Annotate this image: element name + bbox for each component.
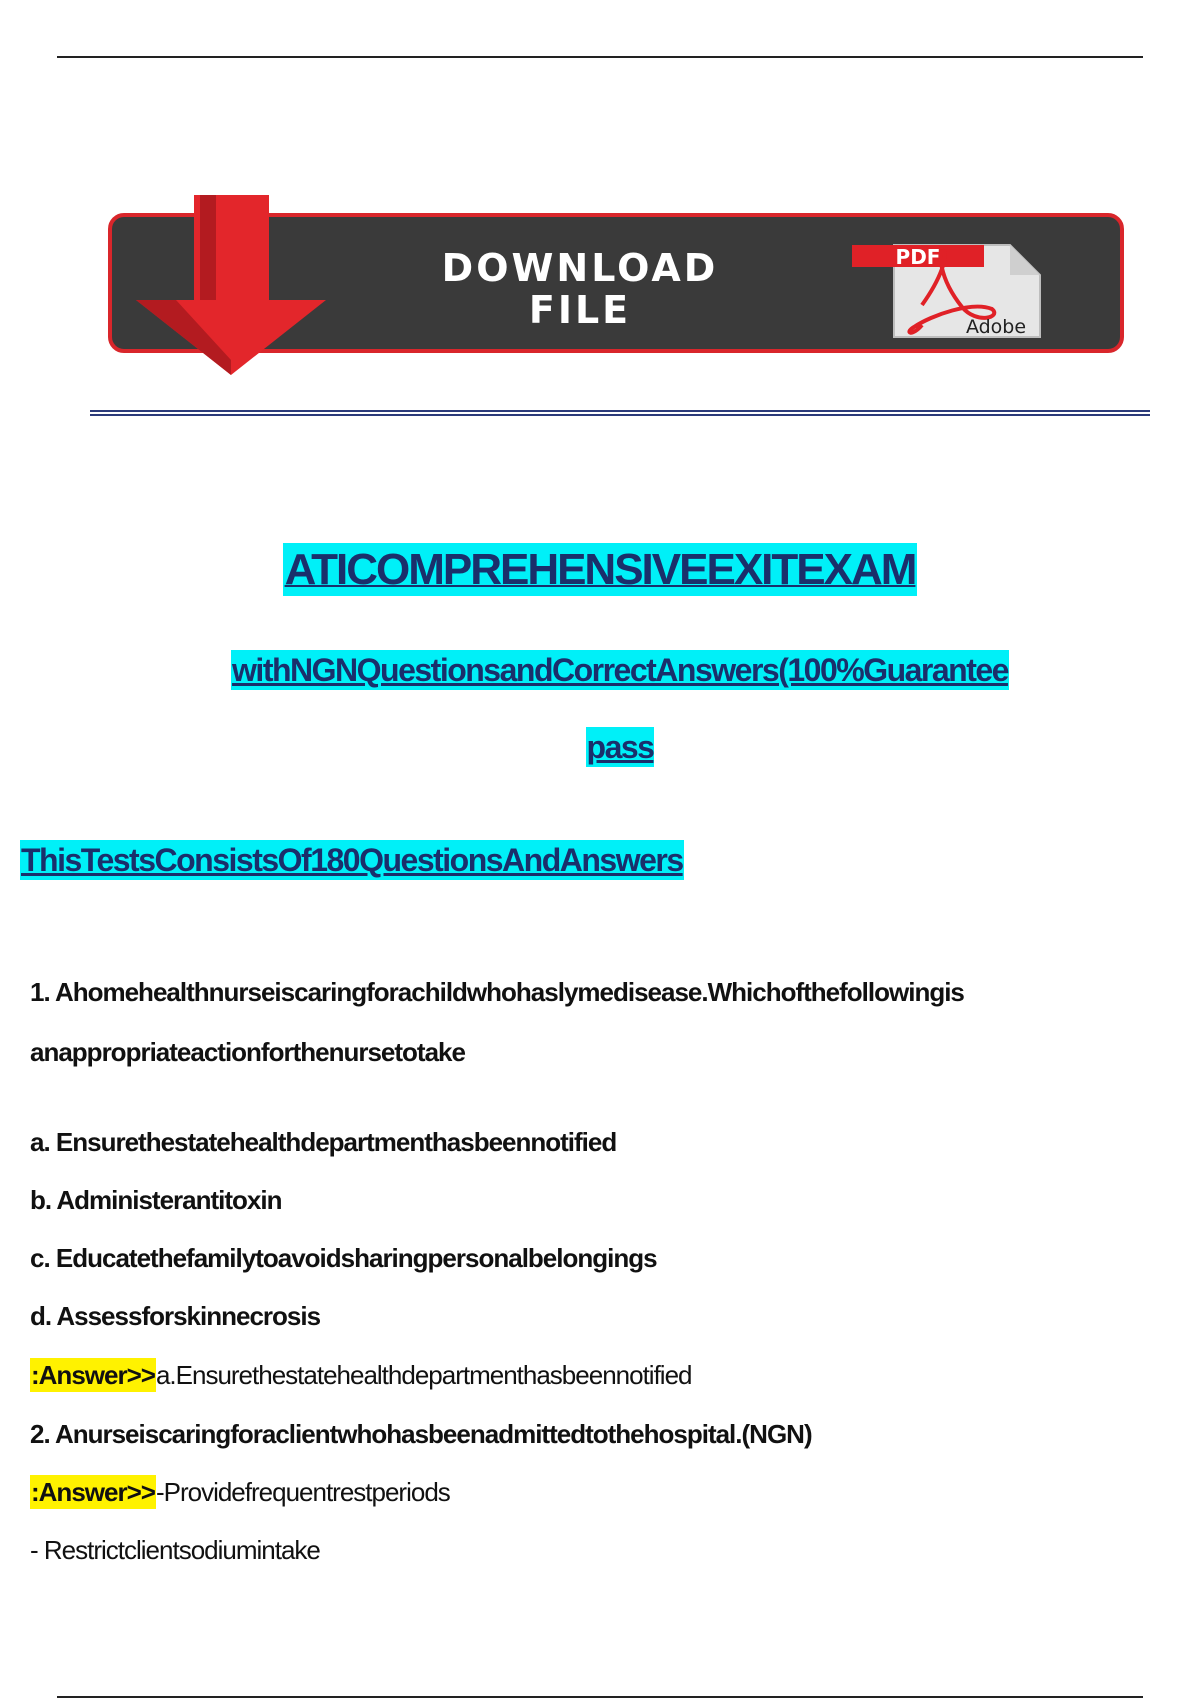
question-1-stem-line-2: anappropriateactionforthenursetotake	[30, 1037, 465, 1067]
top-rule	[57, 56, 1143, 58]
question-1-option-d: d. Assessforskinnecrosis	[30, 1301, 321, 1331]
adobe-label: Adobe	[965, 316, 1027, 338]
question-1-option-a: a. Ensurethestatehealthdepartmenthasbeennotified	[30, 1127, 617, 1157]
question-1-stem-line-1: 1. Ahomehealthnurseiscaringforachildwhohaslymedisease.Whichofthefollowingis	[30, 977, 964, 1007]
subtitle-line-2: pass	[586, 729, 654, 765]
question-2-stem: 2. Anurseiscaringforaclientwhohasbeenadmittedtothehospital.(NGN)	[30, 1419, 812, 1449]
question-2-extra-answer: - Restrictclientsodiumintake	[30, 1535, 320, 1565]
download-banner[interactable]	[100, 195, 1132, 360]
answer-text: a.Ensurethestatehealthdepartmenthasbeennotified	[155, 1360, 692, 1390]
question-1-answer	[30, 1345, 1180, 1405]
question-1-option-c: c. Educatethefamilytoavoidsharingpersonalbelongings	[30, 1243, 657, 1273]
adobe-pdf-icon	[852, 237, 1047, 339]
title-text: ATICOMPREHENSIVEEXITEXAM	[284, 545, 916, 594]
double-rule	[90, 410, 1150, 416]
answer-label: :Answer>>	[31, 1360, 155, 1390]
question-count-heading	[20, 842, 684, 879]
banner-line-2: FILE	[528, 288, 632, 332]
page-title	[0, 545, 1200, 595]
answer-label: :Answer>>	[31, 1477, 155, 1507]
answer-text: -Providefrequentrestperiods	[155, 1477, 450, 1507]
bottom-rule	[57, 1696, 1143, 1698]
question-1-option-b: b. Administerantitoxin	[30, 1185, 282, 1215]
banner-label	[430, 247, 730, 331]
question-count-text: ThisTestsConsistsOf180QuestionsAndAnswers	[21, 842, 683, 878]
question-2-answer	[30, 1462, 1180, 1522]
banner-line-1: DOWNLOAD	[441, 246, 719, 290]
pdf-tag: PDF	[895, 245, 941, 269]
subtitle-line-1: withNGNQuestionsandCorrectAnswers(100%Guarantee	[232, 652, 1008, 688]
subtitle	[140, 635, 1100, 789]
download-arrow-icon	[136, 195, 366, 395]
